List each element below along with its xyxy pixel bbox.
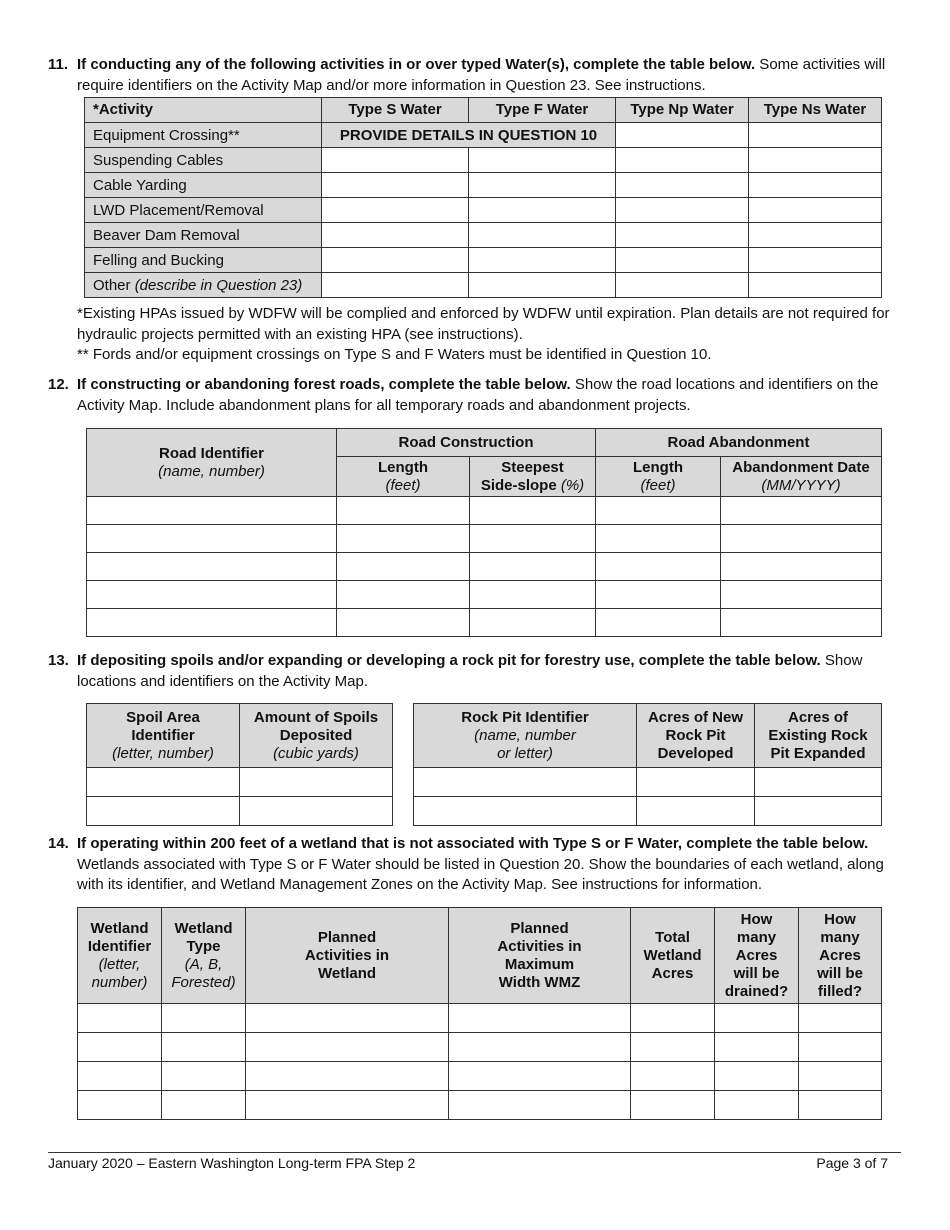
activities-table <box>84 97 882 298</box>
table-row <box>87 609 882 637</box>
question-11 <box>48 55 898 96</box>
header-type-ns: Type Ns Water <box>749 98 882 123</box>
ford-note: ** Fords and/or equipment crossings on Type S and F Waters must be identified in Question 10. <box>77 346 712 363</box>
table-cell[interactable] <box>469 173 616 198</box>
header-wetland-identifier: Wetland Identifier (letter, number) <box>78 908 162 1004</box>
activity-label: Beaver Dam Removal <box>85 223 322 248</box>
table-cell[interactable] <box>322 148 469 173</box>
table-cell[interactable] <box>322 248 469 273</box>
question-bold-text: If depositing spoils and/or expanding or developing a rock pit for forestry use, complete the table below. <box>77 652 821 669</box>
table-cell[interactable] <box>87 609 337 637</box>
table-cell[interactable] <box>162 1004 246 1033</box>
table-row <box>87 581 882 609</box>
table-cell[interactable] <box>449 1033 631 1062</box>
table-cell[interactable] <box>470 609 596 637</box>
header-spoil-area: Spoil Area Identifier (letter, number) <box>87 704 240 768</box>
header-total-acres: Total Wetland Acres <box>631 908 715 1004</box>
header-planned-wetland: Planned Activities in Wetland <box>246 908 449 1004</box>
table-cell[interactable] <box>246 1062 449 1091</box>
table-cell[interactable] <box>715 1033 799 1062</box>
table-cell[interactable] <box>78 1091 162 1120</box>
header-acres-drained: How many Acres will be drained? <box>715 908 799 1004</box>
question-text: Wetlands associated with Type S or F Water should be listed in Question 20. Show the boundaries of each wetland, along with its identifier, and Wetland Management Zones on the Activity Map. See instructions for information. <box>77 855 884 893</box>
table-row <box>78 1033 882 1062</box>
table-cell[interactable] <box>337 497 470 525</box>
header-rock-pit-identifier: Rock Pit Identifier (name, number or letter) <box>414 704 637 768</box>
table-cell[interactable] <box>637 797 755 826</box>
table-row <box>87 497 882 525</box>
table-row <box>78 1062 882 1091</box>
header-abandon-length: Length (feet) <box>596 457 721 497</box>
table-cell[interactable] <box>721 581 882 609</box>
table-cell[interactable] <box>162 1062 246 1091</box>
question-bold-text: If conducting any of the following activities in or over typed Water(s), complete the table below. <box>77 56 756 73</box>
table-cell[interactable] <box>749 248 882 273</box>
table-cell[interactable] <box>87 581 337 609</box>
table-cell[interactable] <box>162 1091 246 1120</box>
table-row <box>87 525 882 553</box>
table-cell[interactable] <box>616 148 749 173</box>
table-cell[interactable] <box>715 1062 799 1091</box>
table-row <box>414 768 882 797</box>
activity-label: Felling and Bucking <box>85 248 322 273</box>
table-cell[interactable] <box>469 248 616 273</box>
table-cell[interactable] <box>616 223 749 248</box>
table-cell[interactable] <box>755 797 882 826</box>
header-type-np: Type Np Water <box>616 98 749 123</box>
question-number: 12. <box>48 376 69 393</box>
table-cell[interactable] <box>246 1033 449 1062</box>
table-cell[interactable] <box>470 525 596 553</box>
table-row <box>87 553 882 581</box>
question-bold-text: If constructing or abandoning forest roads, complete the table below. <box>77 376 571 393</box>
table-cell[interactable] <box>631 1091 715 1120</box>
table-cell[interactable] <box>87 797 240 826</box>
table-cell[interactable] <box>749 273 882 298</box>
table-cell[interactable] <box>721 553 882 581</box>
table-cell[interactable] <box>755 768 882 797</box>
table-cell[interactable] <box>616 248 749 273</box>
question-number: 11. <box>48 56 69 73</box>
table-cell[interactable] <box>470 581 596 609</box>
table-cell[interactable] <box>799 1033 882 1062</box>
table-cell[interactable] <box>616 123 749 148</box>
question-14 <box>48 834 898 896</box>
table-cell[interactable] <box>78 1062 162 1091</box>
table-cell[interactable] <box>715 1091 799 1120</box>
table-cell[interactable] <box>749 148 882 173</box>
table-cell[interactable] <box>322 198 469 223</box>
table-cell[interactable] <box>78 1004 162 1033</box>
header-acres-filled: How many Acres will be filled? <box>799 908 882 1004</box>
hpa-note: *Existing HPAs issued by WDFW will be complied and enforced by WDFW until expiration. Plan details are not required for hydraulic projects permitted with an existing HPA (see instructions). <box>77 305 890 343</box>
table-cell[interactable] <box>469 148 616 173</box>
wetlands-table <box>77 907 882 1120</box>
merged-note: PROVIDE DETAILS IN QUESTION 10 <box>322 123 616 148</box>
table-cell[interactable] <box>749 198 882 223</box>
question-bold-text: If operating within 200 feet of a wetland that is not associated with Type S or F Water, complete the table below. <box>77 835 869 852</box>
activity-label: Suspending Cables <box>85 148 322 173</box>
question-number: 14. <box>48 835 69 852</box>
header-wetland-type: Wetland Type (A, B, Forested) <box>162 908 246 1004</box>
table-cell[interactable] <box>721 609 882 637</box>
question-number: 13. <box>48 652 69 669</box>
table-cell[interactable] <box>616 173 749 198</box>
table-row <box>78 1091 882 1120</box>
question-text: Show the road locations and identifiers on the Activity Map. Include abandonment plans for all temporary roads and abandonment projects. <box>77 376 879 414</box>
question-13 <box>48 651 898 692</box>
spoils-table <box>86 703 393 826</box>
header-amount-spoils: Amount of Spoils Deposited (cubic yards) <box>240 704 393 768</box>
header-type-f: Type F Water <box>469 98 616 123</box>
table-cell[interactable] <box>322 223 469 248</box>
question-text: Some activities will require identifiers on the Activity Map and/or more information in Question 23. See instructions. <box>77 56 886 94</box>
table-cell[interactable] <box>449 1091 631 1120</box>
table-row <box>87 768 393 797</box>
table-cell[interactable] <box>449 1004 631 1033</box>
table-cell[interactable] <box>414 768 637 797</box>
table-cell[interactable] <box>414 797 637 826</box>
table-cell[interactable] <box>799 1091 882 1120</box>
page-number: Page 3 of 7 <box>816 1155 888 1171</box>
header-planned-wmz: Planned Activities in Maximum Width WMZ <box>449 908 631 1004</box>
table-cell[interactable] <box>631 1033 715 1062</box>
header-road-construction: Road Construction <box>337 429 596 457</box>
header-road-identifier: Road Identifier (name, number) <box>87 429 337 497</box>
table-cell[interactable] <box>78 1033 162 1062</box>
table-cell[interactable] <box>721 525 882 553</box>
table-cell[interactable] <box>337 553 470 581</box>
table-cell[interactable] <box>87 553 337 581</box>
table-cell[interactable] <box>616 273 749 298</box>
table-cell[interactable] <box>631 1062 715 1091</box>
activity-label: LWD Placement/Removal <box>85 198 322 223</box>
table-cell[interactable] <box>449 1062 631 1091</box>
table-cell[interactable] <box>87 768 240 797</box>
header-type-s: Type S Water <box>322 98 469 123</box>
activity-label: Cable Yarding <box>85 173 322 198</box>
table-cell[interactable] <box>596 525 721 553</box>
table-cell[interactable] <box>337 581 470 609</box>
table-row <box>87 797 393 826</box>
table-row <box>414 797 882 826</box>
header-acres-existing: Acres of Existing Rock Pit Expanded <box>755 704 882 768</box>
table-cell[interactable] <box>637 768 755 797</box>
table-cell[interactable] <box>246 1004 449 1033</box>
activity-label-other: Other (describe in Question 23) <box>85 273 322 298</box>
table-cell[interactable] <box>322 273 469 298</box>
footer-divider <box>48 1152 901 1153</box>
table-cell[interactable] <box>799 1004 882 1033</box>
header-acres-new: Acres of New Rock Pit Developed <box>637 704 755 768</box>
table-cell[interactable] <box>715 1004 799 1033</box>
table-cell[interactable] <box>721 497 882 525</box>
table-cell[interactable] <box>469 198 616 223</box>
table-cell[interactable] <box>470 497 596 525</box>
header-activity: *Activity <box>85 98 322 123</box>
table-cell[interactable] <box>749 223 882 248</box>
table-cell[interactable] <box>240 768 393 797</box>
table-cell[interactable] <box>799 1062 882 1091</box>
header-length: Length (feet) <box>337 457 470 497</box>
table-cell[interactable] <box>469 223 616 248</box>
activity-label: Equipment Crossing** <box>85 123 322 148</box>
table-cell[interactable] <box>749 123 882 148</box>
table-cell[interactable] <box>749 173 882 198</box>
table-cell[interactable] <box>596 609 721 637</box>
table-cell[interactable] <box>337 525 470 553</box>
roads-table <box>86 428 882 637</box>
rock-pit-table <box>413 703 882 826</box>
table-cell[interactable] <box>469 273 616 298</box>
table-cell[interactable] <box>596 553 721 581</box>
header-road-abandonment: Road Abandonment <box>596 429 882 457</box>
table-cell[interactable] <box>631 1004 715 1033</box>
table-cell[interactable] <box>87 525 337 553</box>
table-cell[interactable] <box>337 609 470 637</box>
header-abandonment-date: Abandonment Date (MM/YYYY) <box>721 457 882 497</box>
table-cell[interactable] <box>240 797 393 826</box>
table-cell[interactable] <box>246 1091 449 1120</box>
footer-title: January 2020 – Eastern Washington Long-term FPA Step 2 <box>48 1155 416 1171</box>
table-cell[interactable] <box>470 553 596 581</box>
question-12 <box>48 375 898 416</box>
table-cell[interactable] <box>596 497 721 525</box>
header-steepest-sideslope: Steepest Side-slope (%) <box>470 457 596 497</box>
table-cell[interactable] <box>596 581 721 609</box>
table-row <box>78 1004 882 1033</box>
table-cell[interactable] <box>162 1033 246 1062</box>
table-cell[interactable] <box>322 173 469 198</box>
table-cell[interactable] <box>616 198 749 223</box>
table-cell[interactable] <box>87 497 337 525</box>
question-text: Show locations and identifiers on the Activity Map. <box>77 652 863 690</box>
